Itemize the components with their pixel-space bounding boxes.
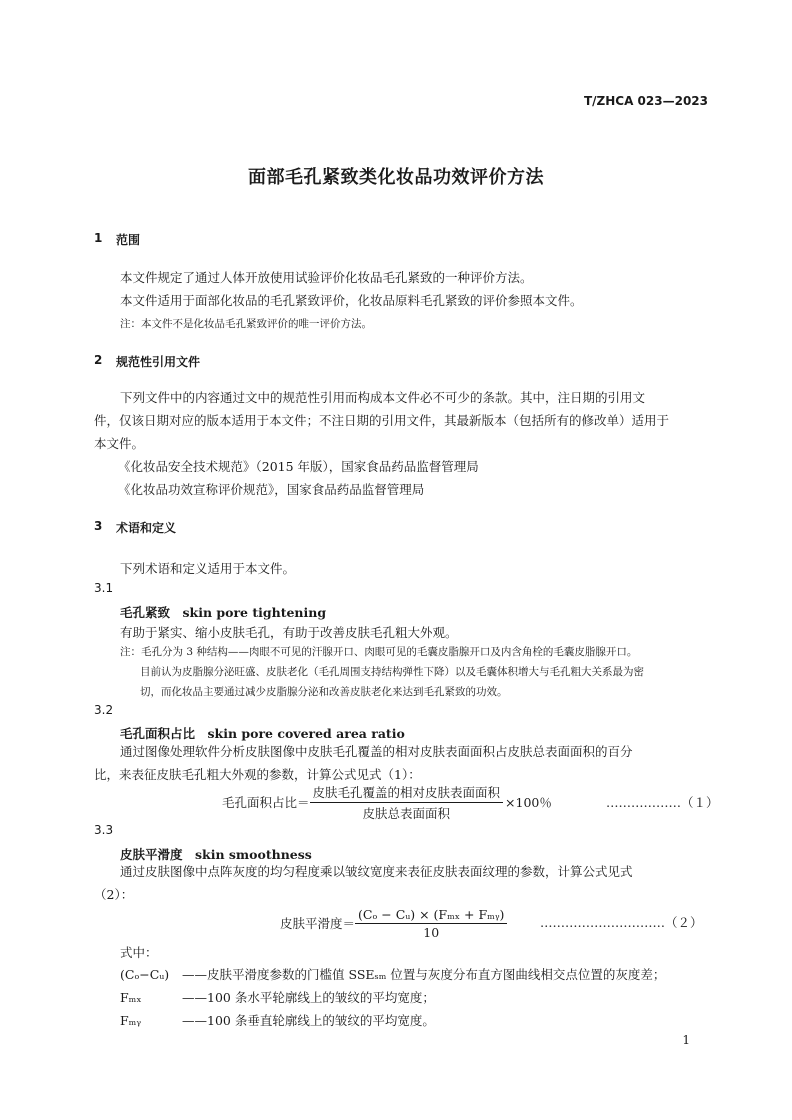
section-1-para-1: 本文件规定了通过人体开放使用试验评价化妆品毛孔紧致的一种评价方法。 xyxy=(120,270,533,285)
equation-2-numerator: (Cₒ − Cᵤ) × (Fₘₓ + Fₘᵧ) xyxy=(355,907,507,924)
clause-3-2-definition-line-2: 比，来表征皮肤毛孔粗大外观的参数，计算公式见式（1）： xyxy=(94,767,421,782)
clause-3-3-term: 皮肤平滑度 skin smoothness xyxy=(120,847,312,862)
equation-1-tail: ×100％ xyxy=(505,795,552,810)
section-1-para-2: 本文件适用于面部化妆品的毛孔紧致评价，化妆品原料毛孔紧致的评价参照本文件。 xyxy=(120,293,583,308)
clause-3-3-definition-line-2: （2）： xyxy=(94,887,134,902)
clause-3-2-definition-line-1: 通过图像处理软件分析皮肤图像中皮肤毛孔覆盖的相对皮肤表面面积占皮肤总表面面积的百分 xyxy=(120,744,633,759)
clause-3-3-definition-line-1: 通过皮肤图像中点阵灰度的均匀程度乘以皱纹宽度来表征皮肤表面纹理的参数，计算公式见式 xyxy=(120,864,633,879)
clause-3-2-number: 3.2 xyxy=(94,703,114,717)
reference-1: 《化妆品安全技术规范》（2015 年版），国家食品药品监督管理局 xyxy=(118,459,479,474)
section-1-number: 1 xyxy=(94,231,103,245)
section-2-para-line-1: 下列文件中的内容通过文中的规范性引用而构成本文件必不可少的条款。其中，注日期的引用文 xyxy=(120,390,646,405)
where-2-description: ——100 条水平轮廓线上的皱纹的平均宽度； xyxy=(182,990,435,1005)
clause-3-1-definition: 有助于紧实、缩小皮肤毛孔，有助于改善皮肤毛孔粗大外观。 xyxy=(120,625,458,640)
clause-3-3-number: 3.3 xyxy=(94,823,114,837)
equation-1-denominator: 皮肤总表面面积 xyxy=(362,805,451,821)
equation-2-denominator: 10 xyxy=(423,924,440,940)
equation-2-fraction xyxy=(355,907,507,940)
section-1-note: 注：本文件不是化妆品毛孔紧致评价的唯一评价方法。 xyxy=(120,318,372,330)
equation-1-fraction xyxy=(310,783,504,822)
equation-2-lhs: 皮肤平滑度＝ xyxy=(280,916,356,931)
where-2-symbol: Fₘₓ xyxy=(120,990,142,1005)
section-2-para-line-2: 件，仅该日期对应的版本适用于本文件；不注日期的引用文件，其最新版本（包括所有的修改单）适用于 xyxy=(94,413,670,428)
clause-3-1-note-line-2: 目前认为皮脂腺分泌旺盛、皮肤老化（毛孔周围支持结构弹性下降）以及毛囊体积增大与毛孔粗大关系最为密 xyxy=(140,666,644,678)
equation-1 xyxy=(222,784,552,820)
section-3-heading: 术语和定义 xyxy=(116,521,177,535)
section-1-heading: 范围 xyxy=(116,233,141,247)
where-1-symbol: (Cₒ−Cᵤ) xyxy=(120,967,170,982)
equation-2-label: …………………………（２） xyxy=(540,915,703,930)
section-3-intro: 下列术语和定义适用于本文件。 xyxy=(120,561,296,576)
page-number: 1 xyxy=(682,1033,690,1047)
section-2-number: 2 xyxy=(94,353,103,367)
section-2-para-line-3: 本文件。 xyxy=(94,436,145,451)
clause-3-2-term: 毛孔面积占比 skin pore covered area ratio xyxy=(120,726,405,741)
equation-2 xyxy=(280,905,507,941)
where-3-symbol: Fₘᵧ xyxy=(120,1013,142,1028)
document-title: 面部毛孔紧致类化妆品功效评价方法 xyxy=(248,167,544,188)
section-3-number: 3 xyxy=(94,519,103,533)
where-3-description: ——100 条垂直轮廓线上的皱纹的平均宽度。 xyxy=(182,1013,435,1028)
section-2-heading: 规范性引用文件 xyxy=(116,355,201,369)
reference-2: 《化妆品功效宣称评价规范》，国家食品药品监督管理局 xyxy=(118,482,425,497)
equation-1-lhs: 毛孔面积占比＝ xyxy=(222,795,310,810)
where-label: 式中： xyxy=(120,945,158,960)
clause-3-1-term: 毛孔紧致 skin pore tightening xyxy=(120,605,327,620)
clause-3-1-number: 3.1 xyxy=(94,581,114,595)
clause-3-1-note-line-1: 注：毛孔分为 3 种结构——肉眼不可见的汗腺开口、肉眼可见的毛囊皮脂腺开口及内含角栓的毛囊皮脂腺开口。 xyxy=(120,646,638,658)
where-1-description: ——皮肤平滑度参数的门槛值 SSEₛₘ 位置与灰度分布直方图曲线相交点位置的灰度差； xyxy=(182,967,666,982)
equation-1-numerator: 皮肤毛孔覆盖的相对皮肤表面面积 xyxy=(310,783,504,803)
clause-3-1-note-line-3: 切，而化妆品主要通过减少皮脂腺分泌和改善皮肤老化来达到毛孔紧致的功效。 xyxy=(140,686,508,698)
equation-1-label: ………………（１） xyxy=(606,795,719,810)
standard-number: T/ZHCA 023—2023 xyxy=(583,94,708,108)
